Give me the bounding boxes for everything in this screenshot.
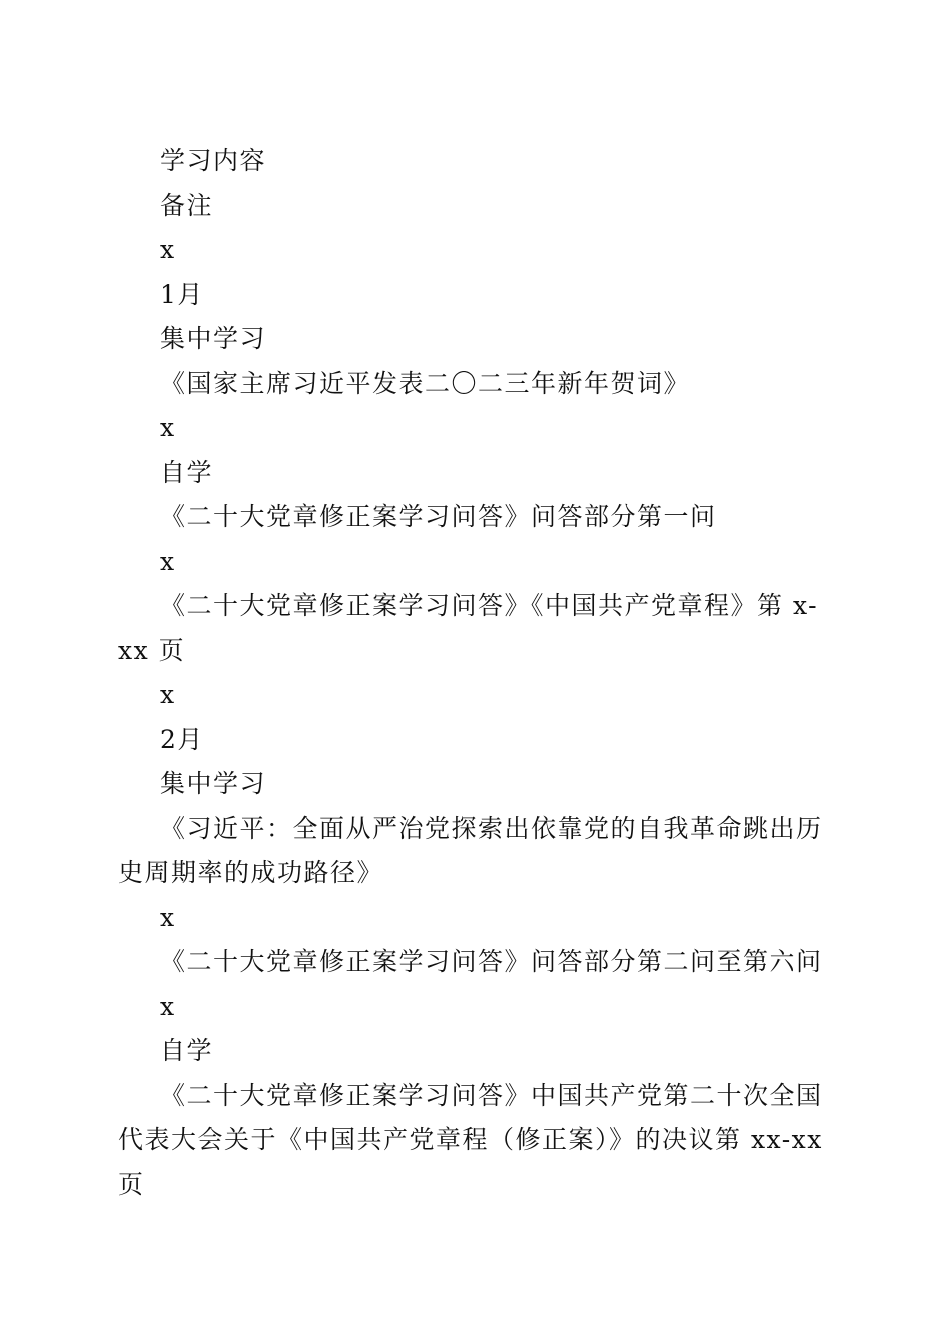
- paragraph: x: [160, 680, 176, 709]
- paragraph: 备注: [160, 190, 214, 220]
- document-body: [118, 139, 828, 1207]
- paragraph: x: [160, 235, 176, 264]
- paragraph: 集中学习: [160, 324, 267, 353]
- paragraph: 自学: [160, 457, 214, 487]
- paragraph: 1月: [160, 279, 204, 309]
- paragraph: 《习近平：全面从严治党探索出依靠党的自我革命跳出历史周期率的成功路径》: [118, 813, 823, 887]
- paragraph: x: [160, 991, 176, 1021]
- paragraph: 《二十大党章修正案学习问答》中国共产党第二十次全国代表大会关于《中国共产党章程（修正案）》的决议第 xx-xx 页: [118, 1080, 823, 1199]
- paragraph: 《国家主席习近平发表二〇二三年新年贺词》: [160, 368, 691, 398]
- paragraph: 集中学习: [160, 769, 267, 798]
- paragraph: x: [160, 902, 176, 932]
- paragraph: 2月: [160, 724, 204, 754]
- paragraph: 自学: [160, 1036, 214, 1065]
- paragraph: 《二十大党章修正案学习问答》问答部分第一问: [160, 502, 717, 531]
- paragraph: 《二十大党章修正案学习问答》问答部分第二问至第六问: [160, 947, 823, 976]
- paragraph: x: [160, 546, 176, 576]
- paragraph: x: [160, 413, 176, 442]
- paragraph: 学习内容: [160, 146, 267, 175]
- paragraph: 《二十大党章修正案学习问答》《中国共产党章程》第 x-xx 页: [118, 591, 819, 665]
